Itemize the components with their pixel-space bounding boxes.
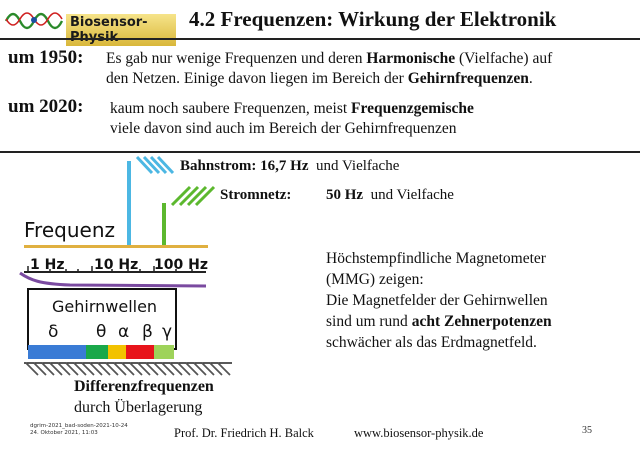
- era-year-1950: um 1950:: [8, 47, 84, 68]
- era-1950-line-1: Es gab nur wenige Frequenzen und deren Harmonische (Vielfache) auf: [106, 50, 553, 67]
- bahnstrom-annotation: [180, 158, 399, 175]
- stromnetz-bar: [162, 203, 166, 247]
- greek-delta: δ: [48, 322, 59, 342]
- stromnetz-value: 50 Hz: [326, 187, 364, 203]
- era-2020-line-1: kaum noch saubere Frequenzen, meist Frequenzgemische: [110, 100, 474, 117]
- diff-sub: durch Überlagerung: [74, 399, 203, 416]
- page-title: 4.2 Frequenzen: Wirkung der Elektronik: [189, 7, 557, 31]
- footer-filename: dgrim-2021_bad-soden-2021-10-24: [30, 423, 128, 429]
- era-2020-line-2: viele davon sind auch im Bereich der Gehirnfrequenzen: [110, 120, 457, 137]
- era-year-2020: um 2020:: [8, 96, 84, 117]
- footer-file-info: [30, 423, 128, 437]
- footer-author: Prof. Dr. Friedrich H. Balck: [174, 426, 314, 440]
- para-line: Höchstempfindliche Magnetometer: [326, 250, 546, 267]
- header: [0, 0, 640, 38]
- band-gamma: [154, 345, 174, 359]
- era-text-2020: [110, 99, 474, 139]
- greek-alpha: α: [118, 322, 130, 342]
- stromnetz-label: Stromnetz:: [220, 187, 292, 203]
- band-alpha: [108, 345, 126, 359]
- brain-waves-title: Gehirnwellen: [52, 297, 158, 316]
- stromnetz-waves: [172, 187, 214, 205]
- greek-theta: θ: [96, 322, 107, 342]
- axis-line: [24, 245, 208, 248]
- bahnstrom-waves: [137, 157, 173, 173]
- greek-gamma: γ: [162, 322, 173, 342]
- diff-label: Differenzfrequenzen: [74, 378, 214, 395]
- axis-ticks: [30, 257, 208, 273]
- tick-label: 1 Hz: [30, 257, 65, 273]
- para-line: sind um rund acht Zehnerpotenzen: [326, 313, 552, 330]
- stromnetz-value-annotation: [326, 187, 454, 204]
- logo: [4, 5, 176, 33]
- band-beta: [126, 345, 154, 359]
- magnetometer-paragraph: [326, 248, 552, 353]
- page-number: 35: [582, 425, 592, 436]
- bahnstrom-label: Bahnstrom: 16,7 Hz: [180, 158, 309, 174]
- diff-hatching: [26, 363, 230, 375]
- axis-title: Frequenz: [24, 218, 115, 242]
- logo-wave-icon: [4, 5, 66, 33]
- para-line: Die Magnetfelder der Gehirnwellen: [326, 292, 548, 309]
- footer-website[interactable]: www.biosensor-physik.de: [354, 426, 484, 440]
- band-theta: [86, 345, 108, 359]
- greek-beta: β: [142, 322, 153, 342]
- band-delta: [28, 345, 86, 359]
- bahnstrom-bar: [127, 161, 131, 247]
- spectrum-curve: [20, 273, 206, 286]
- stromnetz-annotation: [220, 187, 291, 204]
- header-divider: [0, 38, 640, 40]
- tick-label: 10 Hz: [94, 257, 139, 273]
- para-line: (MMG) zeigen:: [326, 271, 424, 288]
- footer-date: 24. Oktober 2021, 11:03: [30, 430, 98, 436]
- stromnetz-suffix: und Vielfache: [370, 187, 454, 203]
- para-line: schwächer als das Erdmagnetfeld.: [326, 334, 537, 351]
- logo-text: Biosensor-: [66, 14, 176, 46]
- tick-label: 100 Hz: [154, 257, 208, 273]
- era-text-1950: [106, 49, 552, 89]
- bahnstrom-suffix: und Vielfache: [315, 158, 400, 174]
- era-1950-line-2: den Netzen. Einige davon liegen im Bereich der Gehirnfrequenzen.: [106, 70, 533, 87]
